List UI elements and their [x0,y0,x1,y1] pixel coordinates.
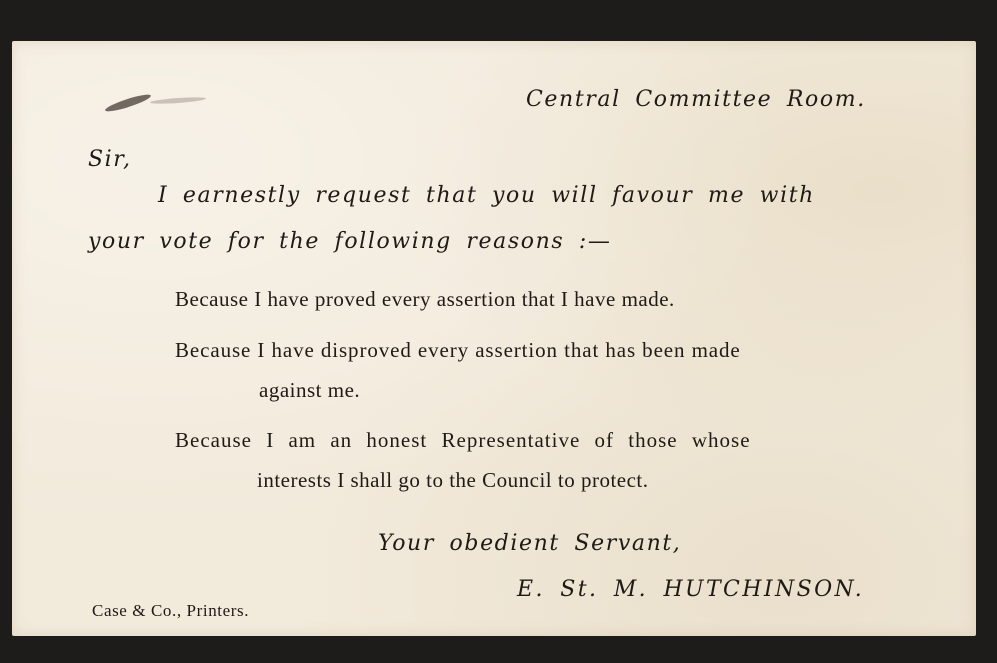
reason-2-line-1: Because I have disproved every assertion that has been made [175,338,741,362]
ink-smudge [104,92,152,114]
closing: Your obedient Servant, [378,531,682,556]
request-line-1: I earnestly request that you will favour me with [158,183,815,208]
reason-2-line-2: against me. [259,378,361,402]
postcard [12,41,976,636]
salutation: Sir, [88,147,132,172]
request-line-2: your vote for the following reasons :— [88,229,612,254]
reason-3-line-2: interests I shall go to the Council to protect. [257,468,649,492]
heading: Central Committee Room. [526,87,866,112]
reason-3-line-1: Because I am an honest Representative of those whose [175,428,751,452]
reason-1: Because I have proved every assertion that I have made. [175,287,675,311]
printer-credit: Case & Co., Printers. [92,601,250,620]
signature: E. St. M. HUTCHINSON. [517,577,865,602]
ink-smudge-faint [150,96,206,105]
